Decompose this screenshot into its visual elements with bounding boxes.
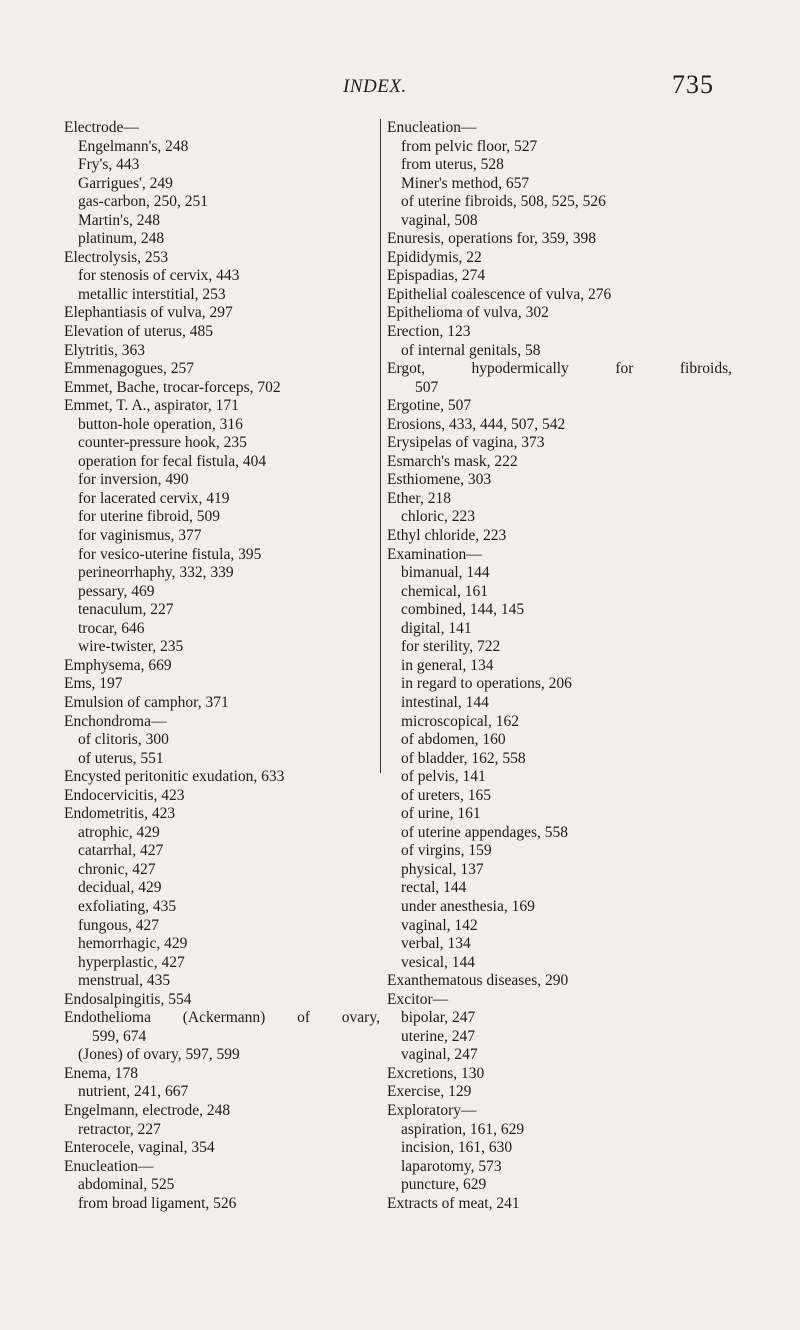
index-subentry: catarrhal, 427 — [78, 842, 164, 860]
index-entry: Ether, 218 — [387, 489, 451, 507]
index-subentry: hemorrhagic, 429 — [78, 935, 188, 953]
index-subentry: intestinal, 144 — [401, 693, 489, 711]
index-subentry: in regard to operations, 206 — [401, 675, 572, 693]
index-subentry: for inversion, 490 — [78, 471, 189, 489]
index-continuation: 599, 674 — [92, 1027, 147, 1045]
index-subentry: of internal genitals, 58 — [401, 341, 541, 359]
index-entry: Erosions, 433, 444, 507, 542 — [387, 415, 566, 433]
index-entry: Emmet, T. A., aspirator, 171 — [64, 397, 239, 415]
index-subentry: chloric, 223 — [401, 508, 476, 526]
index-subentry: puncture, 629 — [401, 1176, 487, 1194]
index-subentry: wire-twister, 235 — [78, 638, 184, 656]
index-entry — [387, 360, 732, 379]
index-subentry: from pelvic floor, 527 — [401, 137, 538, 155]
index-subentry: for uterine fibroid, 509 — [78, 508, 221, 526]
index-subentry: platinum, 248 — [78, 230, 165, 248]
index-subentry: rectal, 144 — [401, 879, 467, 897]
index-entry: Endocervicitis, 423 — [64, 786, 185, 804]
index-subentry: vaginal, 247 — [401, 1046, 478, 1064]
index-entry: Encysted peritonitic exudation, 633 — [64, 768, 285, 786]
index-subentry: fungous, 427 — [78, 916, 159, 934]
index-subentry: incision, 161, 630 — [401, 1139, 513, 1157]
index-entry: Enucleation— — [64, 1157, 154, 1175]
index-entry: Ems, 197 — [64, 675, 123, 693]
index-column-right — [387, 119, 732, 1213]
entry-word: for — [615, 360, 634, 378]
index-subentry: Fry's, 443 — [78, 156, 140, 174]
entry-word: Ergot, — [387, 360, 426, 378]
index-subentry: under anesthesia, 169 — [401, 897, 535, 915]
index-entry: Elevation of uterus, 485 — [64, 323, 213, 341]
index-subentry: Garrigues', 249 — [78, 174, 173, 192]
index-entry: Emphysema, 669 — [64, 656, 172, 674]
index-entry: Exercise, 129 — [387, 1083, 472, 1101]
index-subentry: uterine, 247 — [401, 1027, 476, 1045]
index-entry: Esthiomene, 303 — [387, 471, 492, 489]
index-subentry: bipolar, 247 — [401, 1009, 476, 1027]
index-entry: Electrode— — [64, 119, 139, 136]
entry-word: (Ackermann) — [182, 1009, 266, 1027]
entry-word: ovary, — [341, 1009, 380, 1027]
index-subentry: verbal, 134 — [401, 935, 471, 953]
index-subentry: pessary, 469 — [78, 582, 155, 600]
index-entry: Erection, 123 — [387, 323, 471, 341]
index-subentry: microscopical, 162 — [401, 712, 519, 730]
index-subentry: combined, 144, 145 — [401, 601, 525, 619]
index-subentry: from uterus, 528 — [401, 156, 504, 174]
index-entry: Extracts of meat, 241 — [387, 1194, 520, 1212]
index-subentry: atrophic, 429 — [78, 823, 160, 841]
index-subentry: of ureters, 165 — [401, 786, 491, 804]
index-entry: Enterocele, vaginal, 354 — [64, 1139, 215, 1157]
index-continuation: 507 — [415, 378, 439, 396]
index-subentry: for stenosis of cervix, 443 — [78, 267, 240, 285]
index-subentry: operation for fecal fistula, 404 — [78, 452, 267, 470]
index-entry: Epithelial coalescence of vulva, 276 — [387, 285, 612, 303]
index-subentry: metallic interstitial, 253 — [78, 285, 226, 303]
index-entry: Elytritis, 363 — [64, 341, 145, 359]
index-entry: Examination— — [387, 545, 482, 563]
index-subentry: exfoliating, 435 — [78, 897, 177, 915]
index-subentry: for lacerated cervix, 419 — [78, 489, 230, 507]
index-subentry: of abdomen, 160 — [401, 731, 506, 749]
index-subentry: from broad ligament, 526 — [78, 1194, 237, 1212]
index-entry: Emmenagogues, 257 — [64, 360, 195, 378]
index-subentry: hyperplastic, 427 — [78, 953, 185, 971]
page-number: 735 — [672, 70, 714, 99]
index-entry: Engelmann, electrode, 248 — [64, 1101, 231, 1119]
page-header — [0, 70, 800, 106]
index-entry: Exanthematous diseases, 290 — [387, 972, 569, 990]
index-subentry: trocar, 646 — [78, 619, 145, 637]
index-subentry: bimanual, 144 — [401, 564, 490, 582]
index-entry: Exploratory— — [387, 1101, 477, 1119]
index-subentry: chronic, 427 — [78, 860, 156, 878]
index-subentry: of uterine appendages, 558 — [401, 823, 568, 841]
index-subentry: Miner's method, 657 — [401, 174, 530, 192]
index-subentry: decidual, 429 — [78, 879, 162, 897]
index-entry: Enuresis, operations for, 359, 398 — [387, 230, 597, 248]
index-entry: Emulsion of camphor, 371 — [64, 693, 229, 711]
index-subentry: laparotomy, 573 — [401, 1157, 502, 1175]
entry-word: hypodermically — [471, 360, 569, 378]
index-subentry: physical, 137 — [401, 860, 484, 878]
index-entry: Ethyl chloride, 223 — [387, 527, 507, 545]
index-entry: Elephantiasis of vulva, 297 — [64, 304, 233, 322]
index-subentry: for vaginismus, 377 — [78, 527, 202, 545]
index-subentry: in general, 134 — [401, 656, 494, 674]
index-subentry: chemical, 161 — [401, 582, 488, 600]
index-subentry: (Jones) of ovary, 597, 599 — [78, 1046, 240, 1064]
index-subentry: nutrient, 241, 667 — [78, 1083, 189, 1101]
index-subentry: digital, 141 — [401, 619, 472, 637]
index-entry: Excretions, 130 — [387, 1064, 485, 1082]
index-entry: Epididymis, 22 — [387, 248, 482, 266]
index-entry: Endometritis, 423 — [64, 805, 176, 823]
index-subentry: of urine, 161 — [401, 805, 481, 823]
index-entry: Esmarch's mask, 222 — [387, 452, 518, 470]
index-entry: Enema, 178 — [64, 1064, 139, 1082]
index-subentry: abdominal, 525 — [78, 1176, 175, 1194]
index-subentry: counter-pressure hook, 235 — [78, 434, 247, 452]
index-entry — [64, 1009, 380, 1028]
index-entry: Enucleation— — [387, 119, 477, 136]
index-entry: Endosalpingitis, 554 — [64, 990, 192, 1008]
index-subentry: for vesico-uterine fistula, 395 — [78, 545, 262, 563]
entry-word: of — [297, 1009, 311, 1027]
entry-word: fibroids, — [679, 360, 732, 378]
index-subentry: of uterus, 551 — [78, 749, 164, 767]
running-title: INDEX. — [343, 76, 407, 97]
index-subentry: perineorrhaphy, 332, 339 — [78, 564, 234, 582]
index-subentry: aspiration, 161, 629 — [401, 1120, 525, 1138]
index-entry: Excitor— — [387, 990, 449, 1008]
index-entry: Ergotine, 507 — [387, 397, 472, 415]
index-column-left — [64, 119, 380, 1213]
index-entry: Electrolysis, 253 — [64, 248, 169, 266]
index-subentry: menstrual, 435 — [78, 972, 171, 990]
index-entry: Epispadias, 274 — [387, 267, 486, 285]
entry-word: Endothelioma — [64, 1009, 151, 1027]
index-entry: Emmet, Bache, trocar-forceps, 702 — [64, 378, 281, 396]
index-subentry: vesical, 144 — [401, 953, 476, 971]
index-entry: Epithelioma of vulva, 302 — [387, 304, 549, 322]
index-subentry: gas-carbon, 250, 251 — [78, 193, 208, 211]
index-subentry: of bladder, 162, 558 — [401, 749, 526, 767]
index-subentry: of uterine fibroids, 508, 525, 526 — [401, 193, 606, 211]
index-subentry: of clitoris, 300 — [78, 731, 169, 749]
index-subentry: vaginal, 508 — [401, 211, 478, 229]
index-subentry: of virgins, 159 — [401, 842, 492, 860]
index-subentry: vaginal, 142 — [401, 916, 478, 934]
index-entry: Erysipelas of vagina, 373 — [387, 434, 545, 452]
index-subentry: of pelvis, 141 — [401, 768, 486, 786]
index-subentry: button-hole operation, 316 — [78, 415, 243, 433]
index-subentry: Engelmann's, 248 — [78, 137, 189, 155]
index-subentry: for sterility, 722 — [401, 638, 501, 656]
index-subentry: Martin's, 248 — [78, 211, 161, 229]
index-subentry: retractor, 227 — [78, 1120, 161, 1138]
index-entry: Enchondroma— — [64, 712, 167, 730]
index-subentry: tenaculum, 227 — [78, 601, 174, 619]
